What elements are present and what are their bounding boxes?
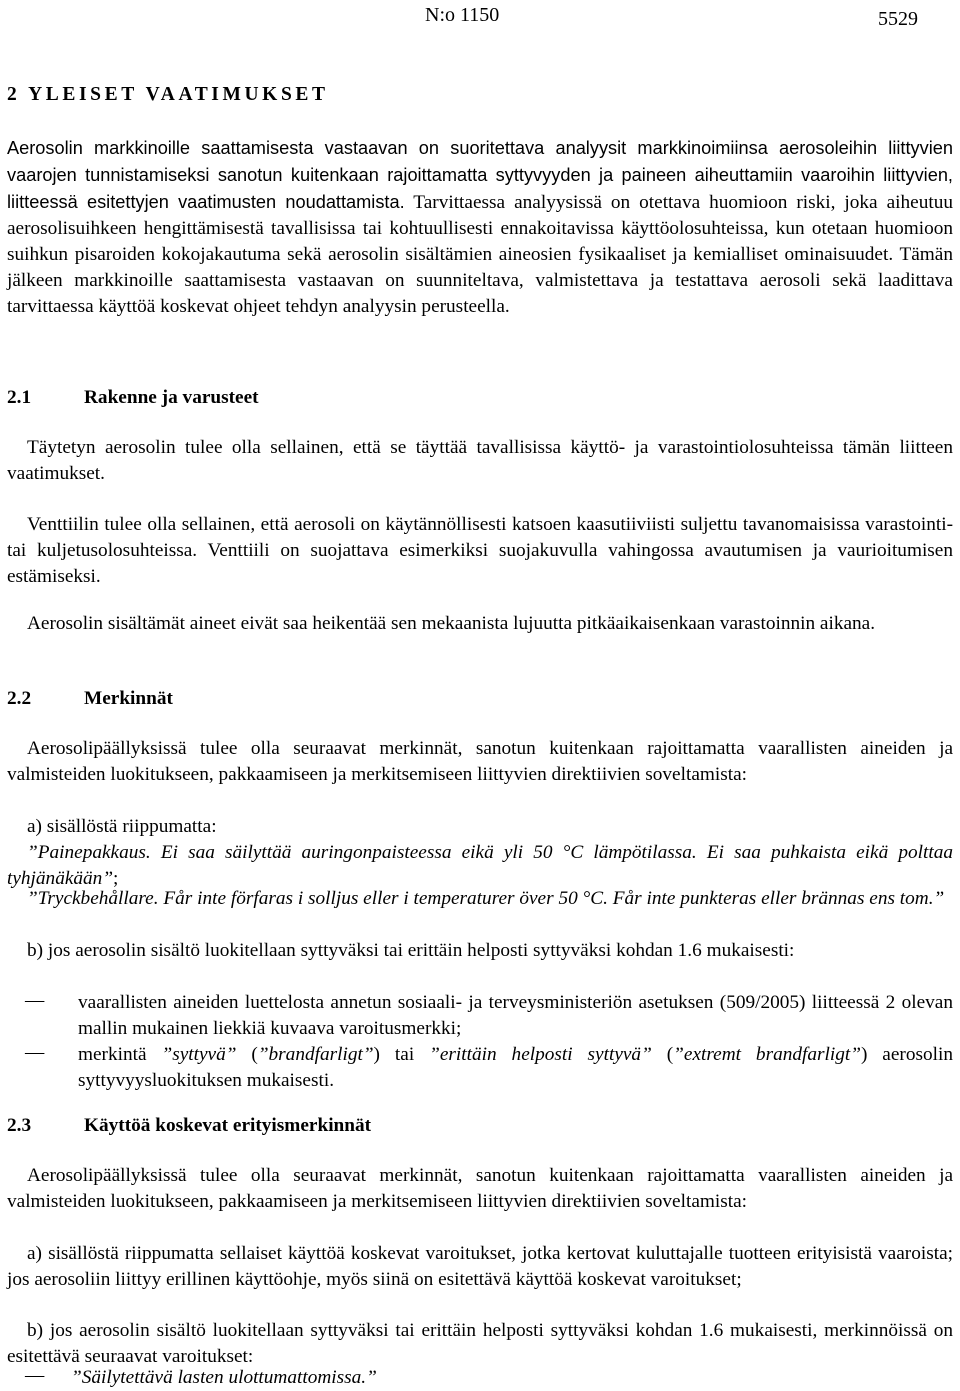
warning-swedish-italic: ”Tryckbehållare. Får inte förfaras i solljus eller i temperaturer över 50 °C. Får inte punkteras eller brännas ens tom.” xyxy=(27,888,945,909)
heading-2-2 xyxy=(7,688,953,710)
heading-text: Rakenne ja varusteet xyxy=(84,387,259,408)
italic-run: ”Säilytettävä lasten ulottumattomissa.” xyxy=(71,1367,377,1388)
paragraph: Aerosolipäällyksissä tulee olla seuraavat merkinnät, sanotun kuitenkaan rajoittamatta vaarallisten aineiden ja valmisteiden luokitukseen, pakkaamiseen ja merkitsemiseen liittyvien direktiivien soveltamista: xyxy=(7,738,953,785)
paragraph: Aerosolin sisältämät aineet eivät saa heikentää sen mekaanista lujuutta pitkäaikaisenkaan varastoinnin aikana. xyxy=(27,613,876,634)
list-item-a-label: a) sisällöstä riippumatta: xyxy=(27,816,217,837)
paragraph: Täytetyn aerosolin tulee olla sellainen, että se täyttää tavallisissa käyttö- ja varastointiolosuhteissa tämän liitteen vaatimukset. xyxy=(7,437,953,484)
intro-sans-text: Aerosolin markkinoille saattamisesta vastaavan on suoritettava analyysit markkinoimiinsa aerosoleihin liittyvien vaarojen tunnistamiseksi sanotun kuitenkaan rajoittamatta syttyvyyden ja paineen aiheuttamiin vaaroihin liittyvien, liitteessä esitettyjen vaatimusten noudattamista. xyxy=(7,138,953,212)
warning-text-swedish xyxy=(7,886,953,912)
punctuation: ; xyxy=(113,868,119,889)
heading-number: 2.2 xyxy=(7,688,32,709)
heading-2-3 xyxy=(7,1115,953,1137)
document-number: N:o 1150 xyxy=(425,4,500,26)
paragraph: Aerosolipäällyksissä tulee olla seuraavat merkinnät, sanotun kuitenkaan rajoittamatta vaarallisten aineiden ja valmisteiden luokitukseen, pakkaamiseen ja merkitsemiseen liittyvien direktiivien soveltamista: xyxy=(7,1165,953,1212)
text-run: ) tai xyxy=(373,1044,430,1065)
italic-run: ”syttyvä” xyxy=(161,1044,237,1065)
list-item-a: a) sisällöstä riippumatta sellaiset käyttöä koskevat varoitukset, jotka kertovat kuluttajalle tuotteen erityisistä vaaroista; jos aerosoliin liittyy erillinen käyttöohje, myös siinä on esitettävä käyttöä koskevat varoitukset; xyxy=(7,1243,953,1290)
dash-marker: — xyxy=(25,990,45,1011)
italic-run: ”extremt brandfarligt” xyxy=(673,1044,861,1065)
heading-number: 2.1 xyxy=(7,387,32,408)
warning-finnish-italic: ”Painepakkaus. Ei saa säilyttää auringonpaisteessa eikä yli 50 °C lämpötilassa. Ei saa puhkaista eikä polttaa tyhjänäkään” xyxy=(7,842,953,889)
bullet-text xyxy=(71,1365,946,1391)
heading-text: Merkinnät xyxy=(84,688,173,709)
text-run: ( xyxy=(651,1044,674,1065)
italic-run: ”brandfarligt” xyxy=(257,1044,374,1065)
warning-text-finnish xyxy=(7,840,953,892)
heading-2-1 xyxy=(7,387,953,409)
italic-run: ”erittäin helposti syttyvä” xyxy=(429,1044,652,1065)
bullet-text: vaarallisten aineiden luettelosta annetun sosiaali- ja terveysministeriön asetuksen (509/2005) liitteessä 2 olevan mallin mukainen liekkiä kuvaava varoitusmerkki; xyxy=(78,992,953,1039)
dash-marker: — xyxy=(25,1365,45,1386)
section-title: 2 YLEISET VAATIMUKSET xyxy=(7,84,329,105)
bullet-text xyxy=(78,1042,953,1094)
text-run: merkintä xyxy=(78,1044,162,1065)
dash-marker: — xyxy=(25,1042,45,1063)
paragraph: Venttiilin tulee olla sellainen, että aerosoli on käytännöllisesti katsoen kaasutiiviisti suljettu tavanomaisissa varastointi- tai kuljetusolosuhteissa. Venttiili on suojattava esimerkiksi suojakuvulla vahingossa avautumisen ja vaurioitumisen estämiseksi. xyxy=(7,514,953,587)
page-number: 5529 xyxy=(878,8,918,30)
list-item-b-label: b) jos aerosolin sisältö luokitellaan syttyväksi tai erittäin helposti syttyväksi kohdan 1.6 mukaisesti: xyxy=(27,940,795,961)
heading-number: 2.3 xyxy=(7,1115,32,1136)
intro-serif-text: Tarvittaessa analyysissä on otettava huomioon riski, joka aiheutuu aerosolisuihkeen hengittämisestä tavallisissa tai kohtuullisesti ennakoitavissa käyttöolosuhteissa, kun otetaan huomioon suihkun pisaroiden kokojakautuma sekä aerosolin sisältämien aineosien fysikaaliset ja kemialliset ominaisuudet. Tämän jälkeen markkinoille saattamisesta vastaavan on suunniteltava, valmistettava ja testattava aerosoli sekä laadittava tarvittaessa käyttöä koskevat ohjeet tehdyn analyysin perusteella. xyxy=(7,192,953,317)
section-intro-paragraph xyxy=(7,135,953,320)
text-run: ) aerosolin syttyvyysluokituksen mukaisesti. xyxy=(78,1044,953,1091)
list-item-b: b) jos aerosolin sisältö luokitellaan syttyväksi tai erittäin helposti syttyväksi kohdan 1.6 mukaisesti, merkinnöissä on esitettävä seuraavat varoitukset: xyxy=(7,1320,953,1367)
heading-text: Käyttöä koskevat erityismerkinnät xyxy=(84,1115,372,1136)
text-run: ( xyxy=(236,1044,258,1065)
